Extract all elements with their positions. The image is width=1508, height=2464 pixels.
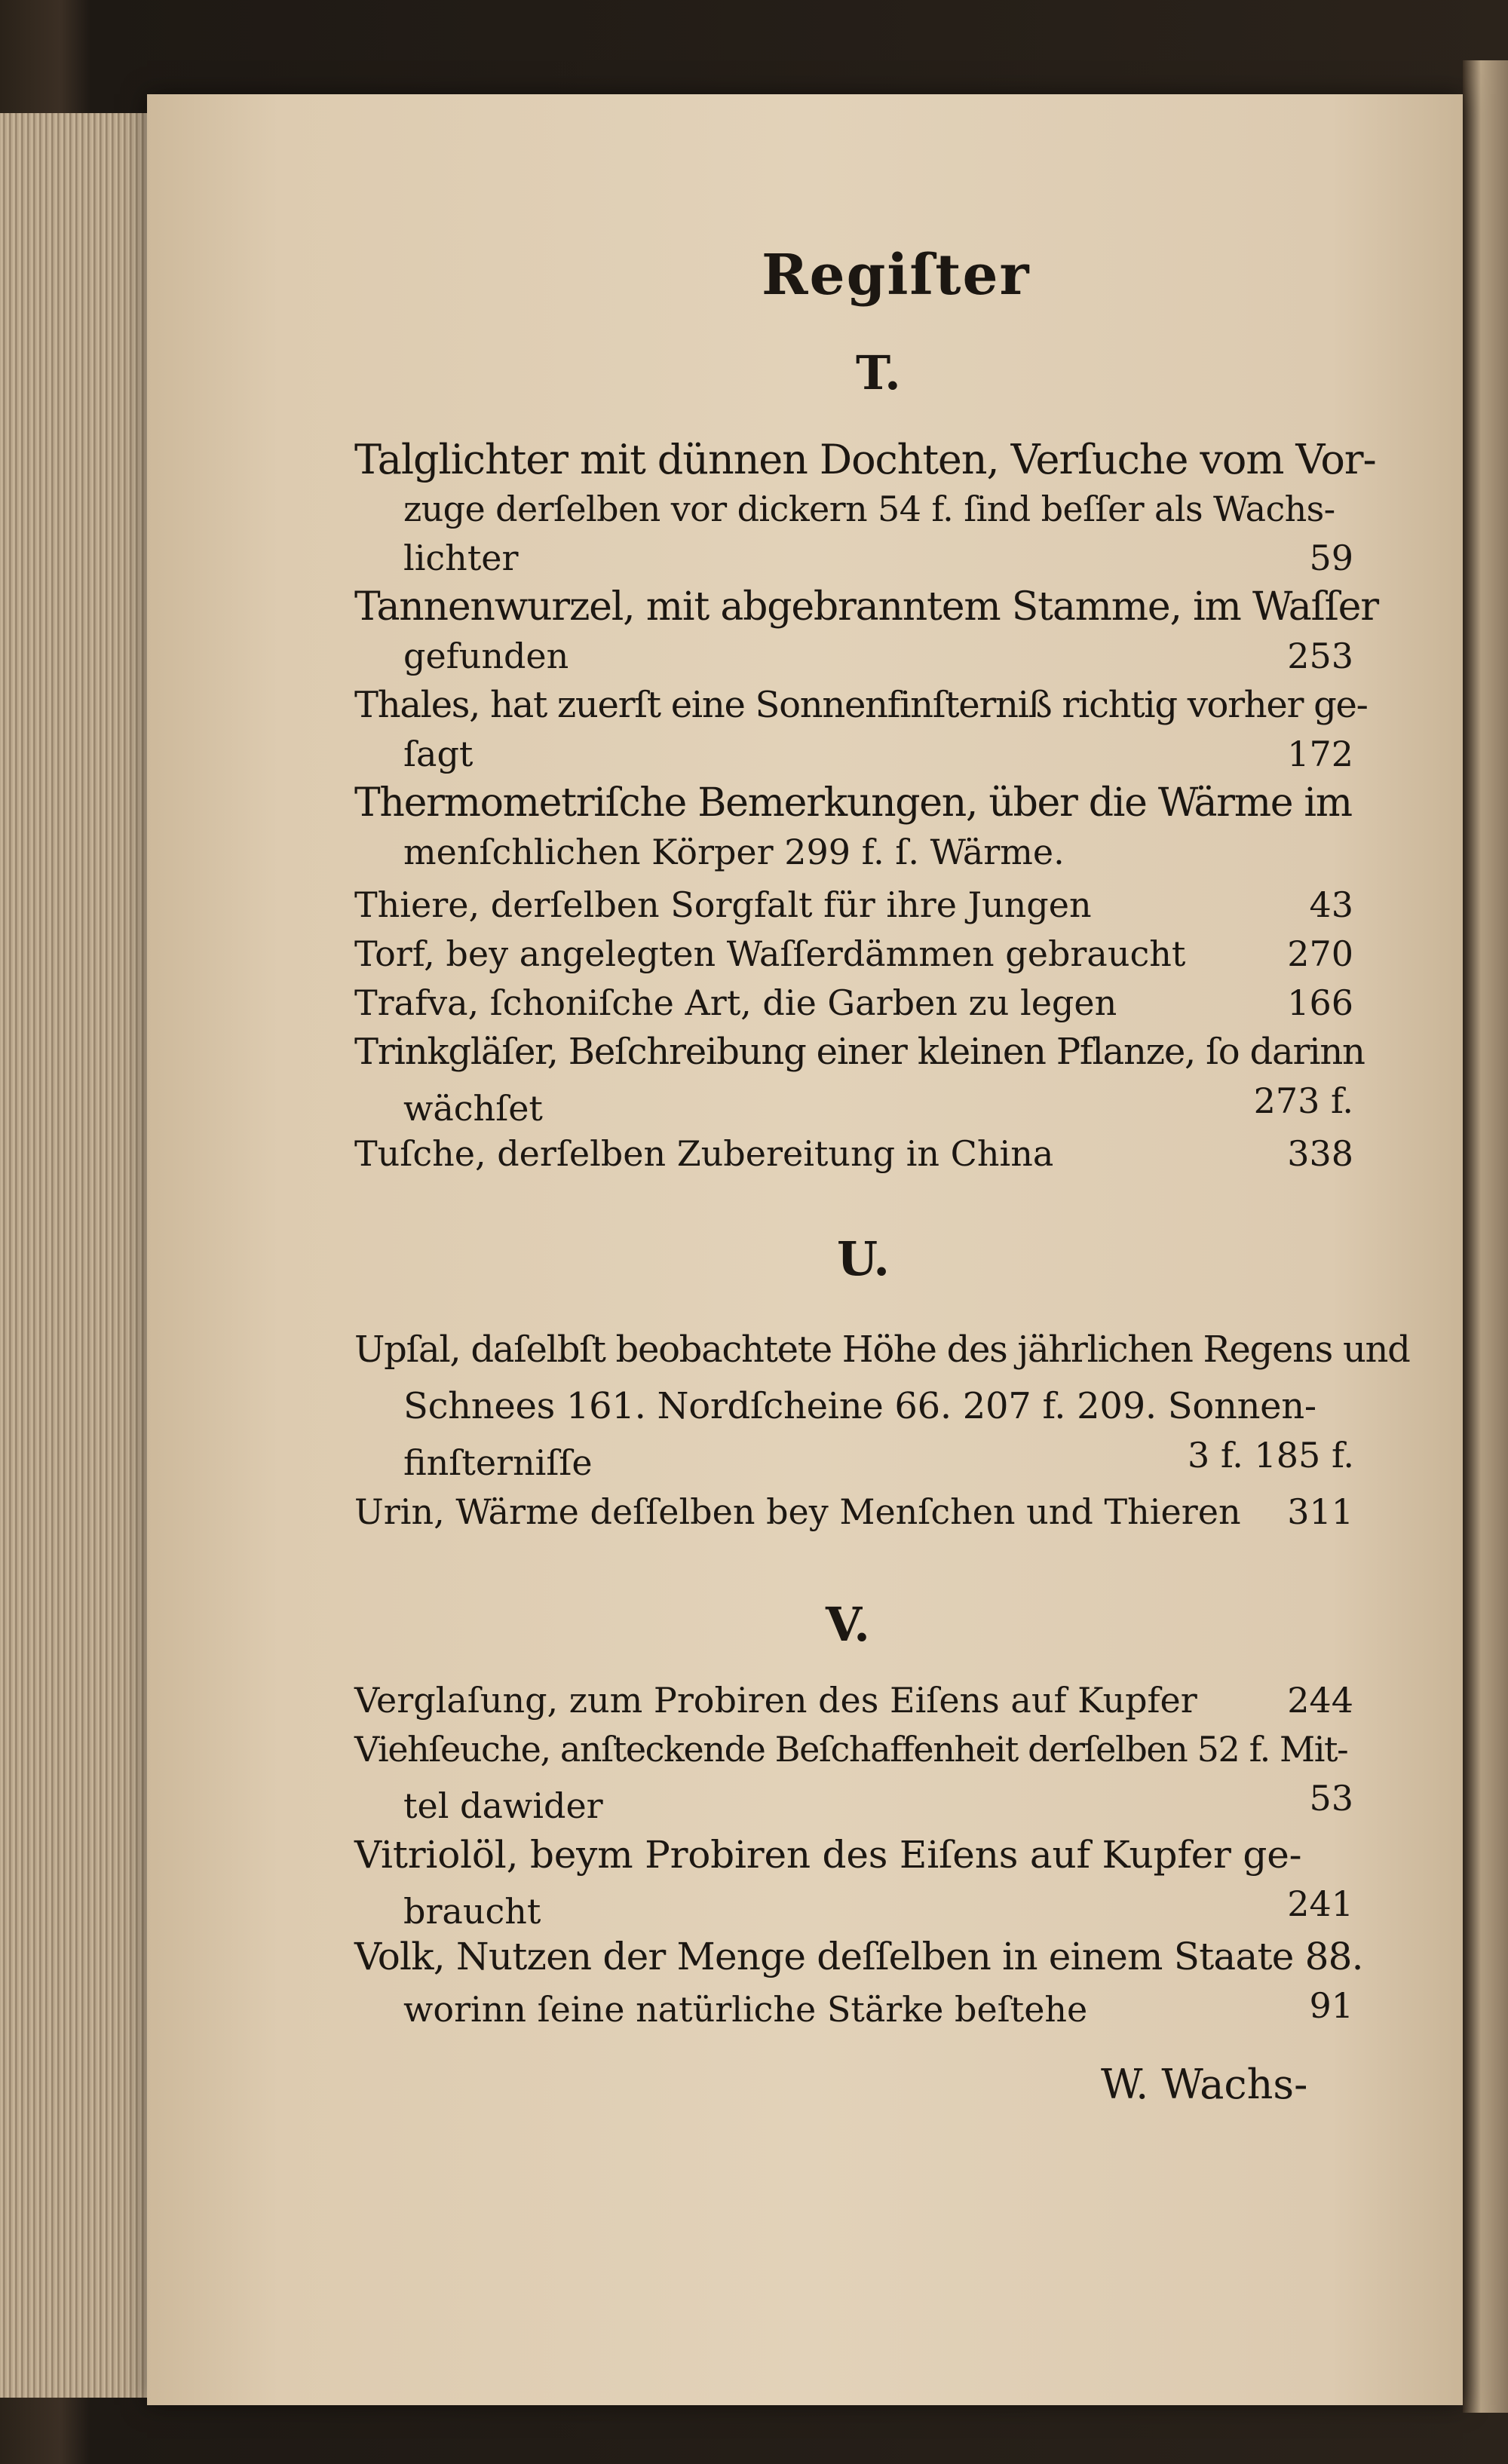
page-edges bbox=[0, 113, 151, 2398]
entry-line: ſagt bbox=[403, 734, 474, 774]
entry-line: Thales, hat zuerſt eine Sonnenfinſterniß richtig vorher ge- bbox=[354, 684, 1368, 726]
page-ref: 172 bbox=[1287, 734, 1353, 774]
page-title: Regiſter bbox=[762, 243, 1031, 308]
entry-line: Trinkgläſer, Beſchreibung einer kleinen Pflanze, ſo darinn bbox=[354, 1031, 1365, 1073]
facing-page-edge bbox=[1463, 60, 1508, 2413]
entry-line: Schnees 161. Nordſcheine 66. 207 f. 209. Sonnen- bbox=[403, 1385, 1316, 1427]
page-ref: 53 bbox=[1309, 1778, 1353, 1819]
entry-line: Vitriolöl, beym Probiren des Eiſens auf Kupfer ge- bbox=[354, 1833, 1302, 1877]
section-letter-v: V. bbox=[826, 1597, 870, 1652]
catchword: W. Wachs- bbox=[1101, 2061, 1308, 2108]
page-ref: 59 bbox=[1309, 538, 1353, 578]
entry-line: braucht bbox=[403, 1891, 541, 1932]
page-ref: 91 bbox=[1309, 1985, 1353, 2026]
entry-line: tel dawider bbox=[403, 1785, 603, 1826]
entry-line: Urin, Wärme deſſelben bey Menſchen und Thieren bbox=[354, 1491, 1241, 1532]
page-ref: 270 bbox=[1287, 933, 1353, 974]
entry-line: gefunden bbox=[403, 636, 569, 676]
page-ref: 253 bbox=[1287, 636, 1353, 676]
page-ref: 311 bbox=[1287, 1491, 1353, 1532]
entry-line: Talglichter mit dünnen Dochten, Verſuche vom Vor- bbox=[354, 436, 1376, 483]
entry-line: Tuſche, derſelben Zubereitung in China bbox=[354, 1133, 1054, 1174]
entry-line: Trafva, ſchoniſche Art, die Garben zu legen bbox=[354, 982, 1117, 1023]
entry-line: menſchlichen Körper 299 f. ſ. Wärme. bbox=[403, 832, 1065, 872]
entry-line: worinn ſeine natürliche Stärke beſtehe bbox=[403, 1989, 1088, 2030]
section-letter-t: T. bbox=[856, 345, 901, 400]
section-letter-u: U. bbox=[837, 1231, 890, 1286]
entry-line: Viehſeuche, anſteckende Beſchaffenheit derſelben 52 f. Mit- bbox=[354, 1729, 1348, 1770]
entry-line: Verglaſung, zum Probiren des Eiſens auf Kupfer bbox=[354, 1680, 1197, 1721]
entry-line: wächſet bbox=[403, 1088, 543, 1129]
page-ref: 166 bbox=[1287, 982, 1353, 1023]
entry-line: Thiere, derſelben Sorgfalt für ihre Jungen bbox=[354, 884, 1092, 925]
entry-line: Thermometriſche Bemerkungen, über die Wärme im bbox=[354, 780, 1352, 826]
entry-line: finſterniſſe bbox=[403, 1442, 593, 1483]
entry-line: Torf, bey angelegten Waſſerdämmen gebraucht bbox=[354, 933, 1186, 974]
page-ref: 273 f. bbox=[1253, 1080, 1353, 1121]
page-ref: 3 f. 185 f. bbox=[1188, 1435, 1354, 1476]
entry-line: zuge derſelben vor dickern 54 f. ſind beſſer als Wachs- bbox=[403, 489, 1335, 529]
entry-line: Tannenwurzel, mit abgebranntem Stamme, im Waſſer bbox=[354, 584, 1378, 630]
entry-line: lichter bbox=[403, 538, 519, 578]
page-ref: 244 bbox=[1287, 1680, 1353, 1721]
page-ref: 43 bbox=[1309, 884, 1353, 925]
entry-line: Volk, Nutzen der Menge deſſelben in einem Staate 88. bbox=[354, 1935, 1363, 1978]
page-ref: 338 bbox=[1287, 1133, 1353, 1174]
entry-line: Upſal, daſelbſt beobachtete Höhe des jährlichen Regens und bbox=[354, 1329, 1410, 1371]
page-ref: 241 bbox=[1287, 1883, 1353, 1924]
